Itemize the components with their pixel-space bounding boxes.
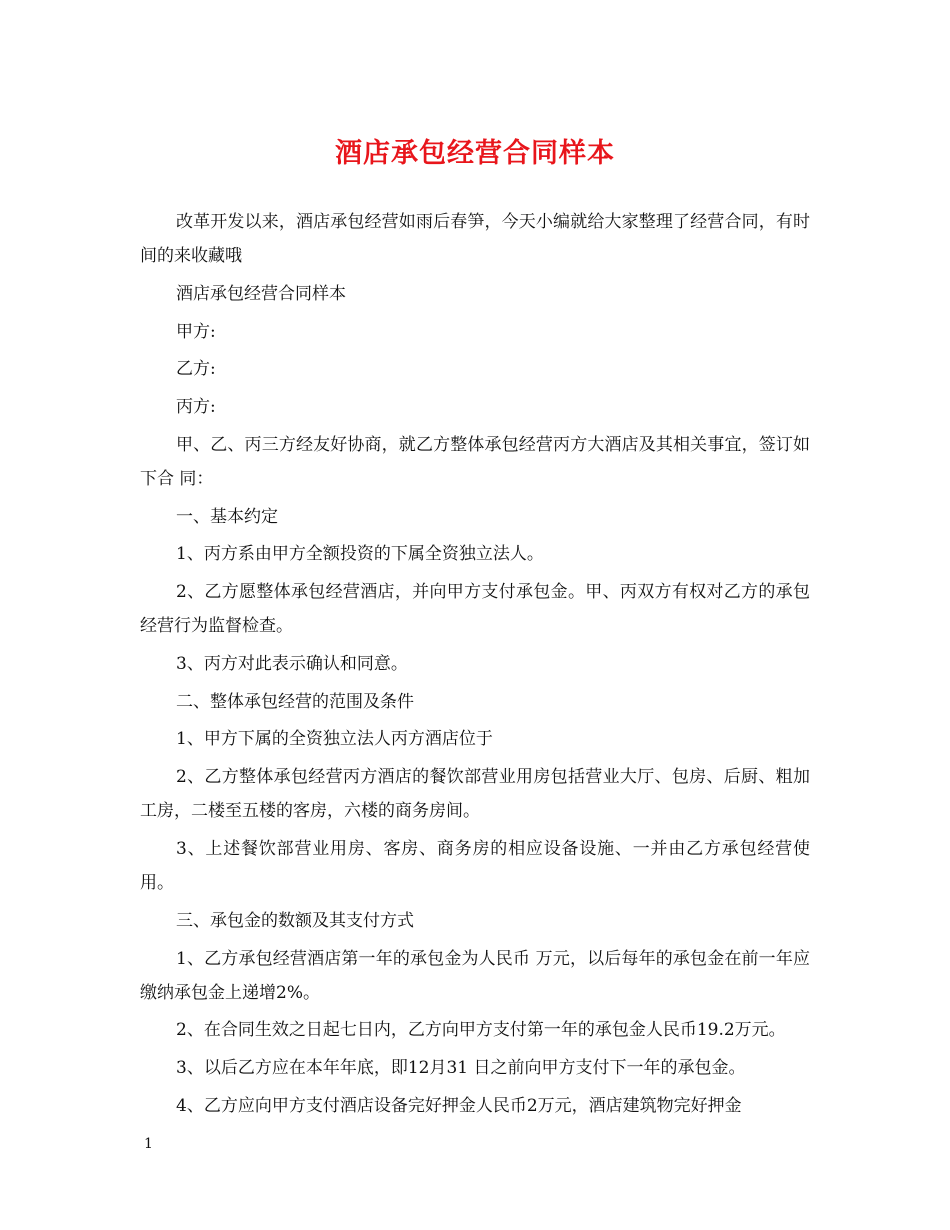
- paragraph: 酒店承包经营合同样本: [176, 283, 346, 304]
- paragraph: 1、甲方下属的全资独立法人丙方酒店位于: [176, 729, 493, 750]
- paragraph: 改革开发以来，酒店承包经营如雨后春笋，今天小编就给大家整理了经营合同，有时间的来收藏哦: [140, 212, 810, 267]
- paragraph: 1、乙方承包经营酒店第一年的承包金为人民币 万元，以后每年的承包金在前一年应缴纳承包金上递增2%。: [140, 948, 810, 1003]
- paragraph: 一、基本约定: [176, 506, 278, 527]
- paragraph: 3、丙方对此表示确认和同意。: [176, 653, 408, 674]
- paragraph: 3、以后乙方应在本年年底，即12月31 日之前向甲方支付下一年的承包金。: [176, 1058, 746, 1079]
- paragraph: 1、丙方系由甲方全额投资的下属全资独立法人。: [176, 544, 544, 565]
- paragraph: 三、承包金的数额及其支付方式: [176, 910, 414, 931]
- paragraph: 2、在合同生效之日起七日内，乙方向甲方支付第一年的承包金人民币19.2万元。: [176, 1020, 786, 1041]
- paragraph: 4、乙方应向甲方支付酒店设备完好押金人民币2万元，酒店建筑物完好押金: [176, 1095, 742, 1116]
- paragraph: 二、整体承包经营的范围及条件: [176, 691, 414, 712]
- document-body: [140, 205, 810, 1127]
- paragraph: 3、上述餐饮部营业用房、客房、商务房的相应设备设施、一并由乙方承包经营使用。: [140, 838, 810, 894]
- paragraph: 乙方:: [176, 359, 216, 380]
- paragraph: 丙方:: [176, 397, 216, 418]
- document-title: 酒店承包经营合同样本: [335, 138, 615, 169]
- paragraph: 甲、乙、丙三方经友好协商，就乙方整体承包经营丙方大酒店及其相关事宜，签订如下合 同：: [140, 434, 810, 489]
- paragraph: 2、乙方愿整体承包经营酒店，并向甲方支付承包金。甲、丙双方有权对乙方的承包经营行为监督检查。: [140, 582, 810, 637]
- paragraph: 2、乙方整体承包经营丙方酒店的餐饮部营业用房包括营业大厅、包房、后厨、粗加工房，二楼至五楼的客房，六楼的商务房间。: [140, 767, 810, 822]
- paragraph: 甲方:: [176, 321, 216, 342]
- page-number: 1: [144, 1136, 153, 1152]
